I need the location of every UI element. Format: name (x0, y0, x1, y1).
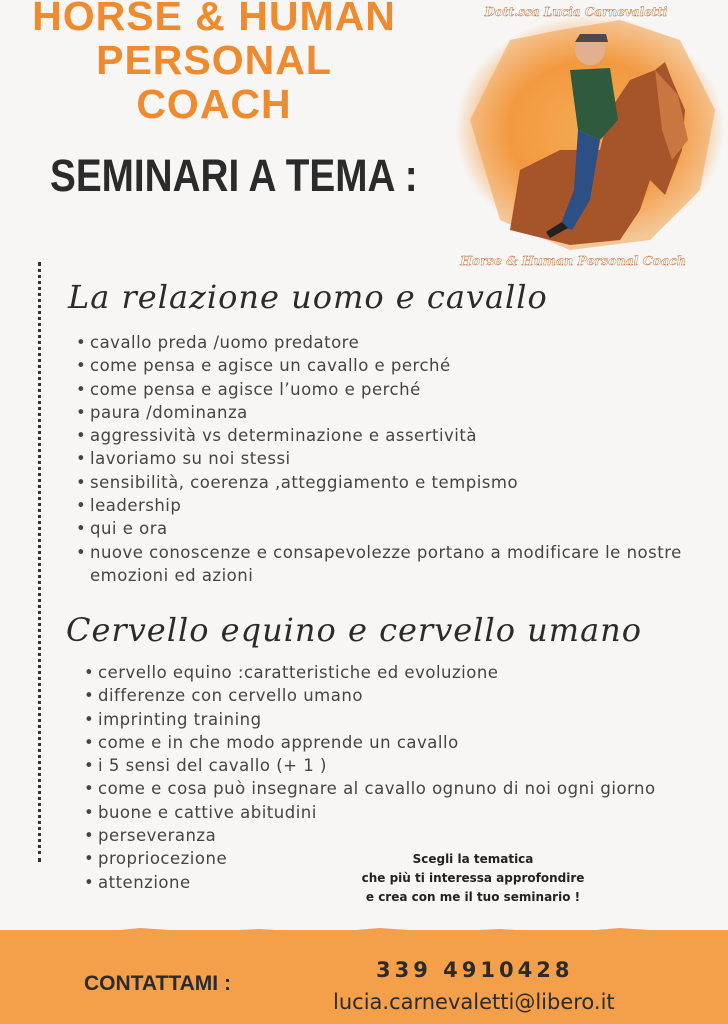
list-item: • differenze con cervello umano (84, 684, 724, 707)
coach-with-horse-image (450, 0, 728, 272)
contact-label: CONTATTAMI : (84, 972, 231, 995)
photo-top-caption: Dott.ssa Lucia Carnevaletti (484, 5, 668, 19)
list-item: • sensibilità, coerenza ,atteggiamento e tempismo (76, 471, 696, 494)
list-item: • propriocezione (84, 847, 724, 870)
list-item: • cervello equino :caratteristiche ed evoluzione (84, 661, 724, 684)
section1-heading: La relazione uomo e cavallo (68, 278, 548, 316)
note-line-3: e crea con me il tuo seminario ! (365, 890, 581, 904)
list-item: • aggressività vs determinazione e assertività (76, 424, 696, 447)
seminari-heading: SEMINARI A TEMA : (50, 150, 418, 201)
email-address[interactable]: lucia.carnevaletti@libero.it (333, 990, 615, 1014)
section1-list (76, 331, 696, 587)
invite-note (338, 850, 608, 907)
list-item: • imprinting training (84, 708, 724, 731)
list-item: • come e cosa può insegnare al cavallo ognuno di noi ogni giorno (84, 777, 724, 800)
list-item: • attenzione (84, 871, 724, 894)
note-line-2: che più ti interessa approfondire (361, 871, 585, 885)
list-item: • lavoriamo su noi stessi (76, 447, 696, 470)
footer-brush-edge (0, 918, 728, 942)
photo-bottom-caption: Horse & Human Personal Coach (460, 253, 686, 268)
list-item: • perseveranza (84, 824, 724, 847)
list-item: • come e in che modo apprende un cavallo (84, 731, 724, 754)
phone-number[interactable]: 339 4910428 (376, 958, 574, 982)
list-item: • nuove conoscenze e consapevolezze portano a modificare le nostre emozioni ed azioni (76, 541, 696, 588)
list-item: • come pensa e agisce un cavallo e perché (76, 354, 696, 377)
dotted-divider (38, 262, 41, 862)
list-item: • buone e cattive abitudini (84, 801, 724, 824)
page-title (14, 0, 414, 126)
section2-heading: Cervello equino e cervello umano (66, 611, 643, 649)
list-item: • leadership (76, 494, 696, 517)
title-line-1: HORSE & HUMAN (32, 0, 396, 39)
title-line-3: COACH (136, 81, 292, 127)
list-item: • qui e ora (76, 517, 696, 540)
list-item: • i 5 sensi del cavallo (+ 1 ) (84, 754, 724, 777)
list-item: • paura /dominanza (76, 401, 696, 424)
title-line-2: PERSONAL (96, 37, 332, 83)
list-item: • cavallo preda /uomo predatore (76, 331, 696, 354)
list-item: • come pensa e agisce l’uomo e perché (76, 378, 696, 401)
note-line-1: Scegli la tematica (412, 852, 534, 866)
